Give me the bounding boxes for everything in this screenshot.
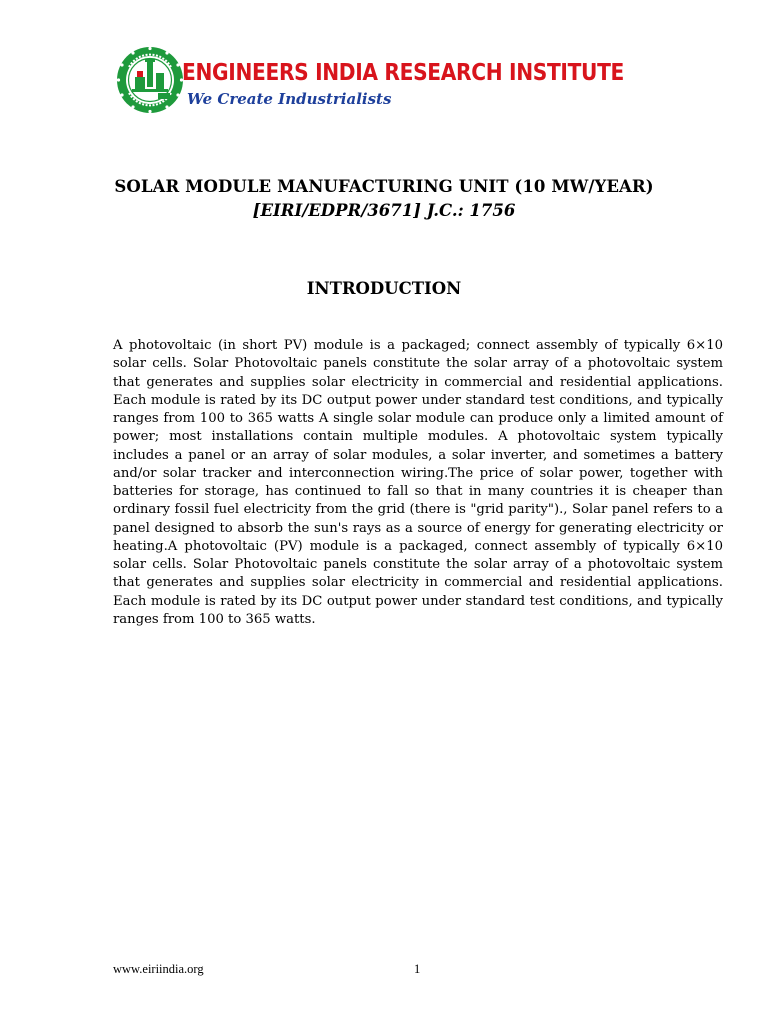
- institute-seal-logo: [115, 45, 185, 115]
- page-number: 1: [414, 962, 421, 976]
- footer-website-link[interactable]: www.eiriindia.org: [113, 962, 204, 976]
- introduction-paragraph: A photovoltaic (in short PV) module is a packaged; connect assembly of typically 6×10 solar cells. Solar Photovoltaic panels constitute the solar array of a photovoltaic system that generates and supplies solar electricity in commercial and residential applications. Each module is rated by its DC output power under standard test conditions, and typically ranges from 100 to 365 watts A single solar module can produce only a limited amount of power; most installations contain multiple modules. A photovoltaic system typically includes a panel or an array of solar modules, a solar inverter, and sometimes a battery and/or solar tracker and interconnection wiring.The price of solar power, together with batteries for storage, has continued to fall so that in many countries it is cheaper than ordinary fossil fuel electricity from the grid (there is "grid parity")., Solar panel refers to a panel designed to absorb the sun's rays as a source of energy for generating electricity or heating.A photovoltaic (PV) module is a packaged, connect assembly of typically 6×10 solar cells. Solar Photovoltaic panels constitute the solar array of a photovoltaic system that generates and supplies solar electricity in commercial and residential applications. Each module is rated by its DC output power under standard test conditions, and typically ranges from 100 to 365 watts.: [113, 338, 723, 627]
- organization-tagline: We Create Industrialists: [187, 90, 392, 108]
- section-heading: INTRODUCTION: [306, 279, 462, 298]
- organization-name: ENGINEERS INDIA RESEARCH INSTITUTE: [182, 58, 625, 86]
- document-title: SOLAR MODULE MANUFACTURING UNIT (10 MW/YEAR): [114, 177, 654, 196]
- letterhead: [115, 45, 625, 120]
- document-reference-code: [EIRI/EDPR/3671] J.C.: 1756: [252, 201, 516, 220]
